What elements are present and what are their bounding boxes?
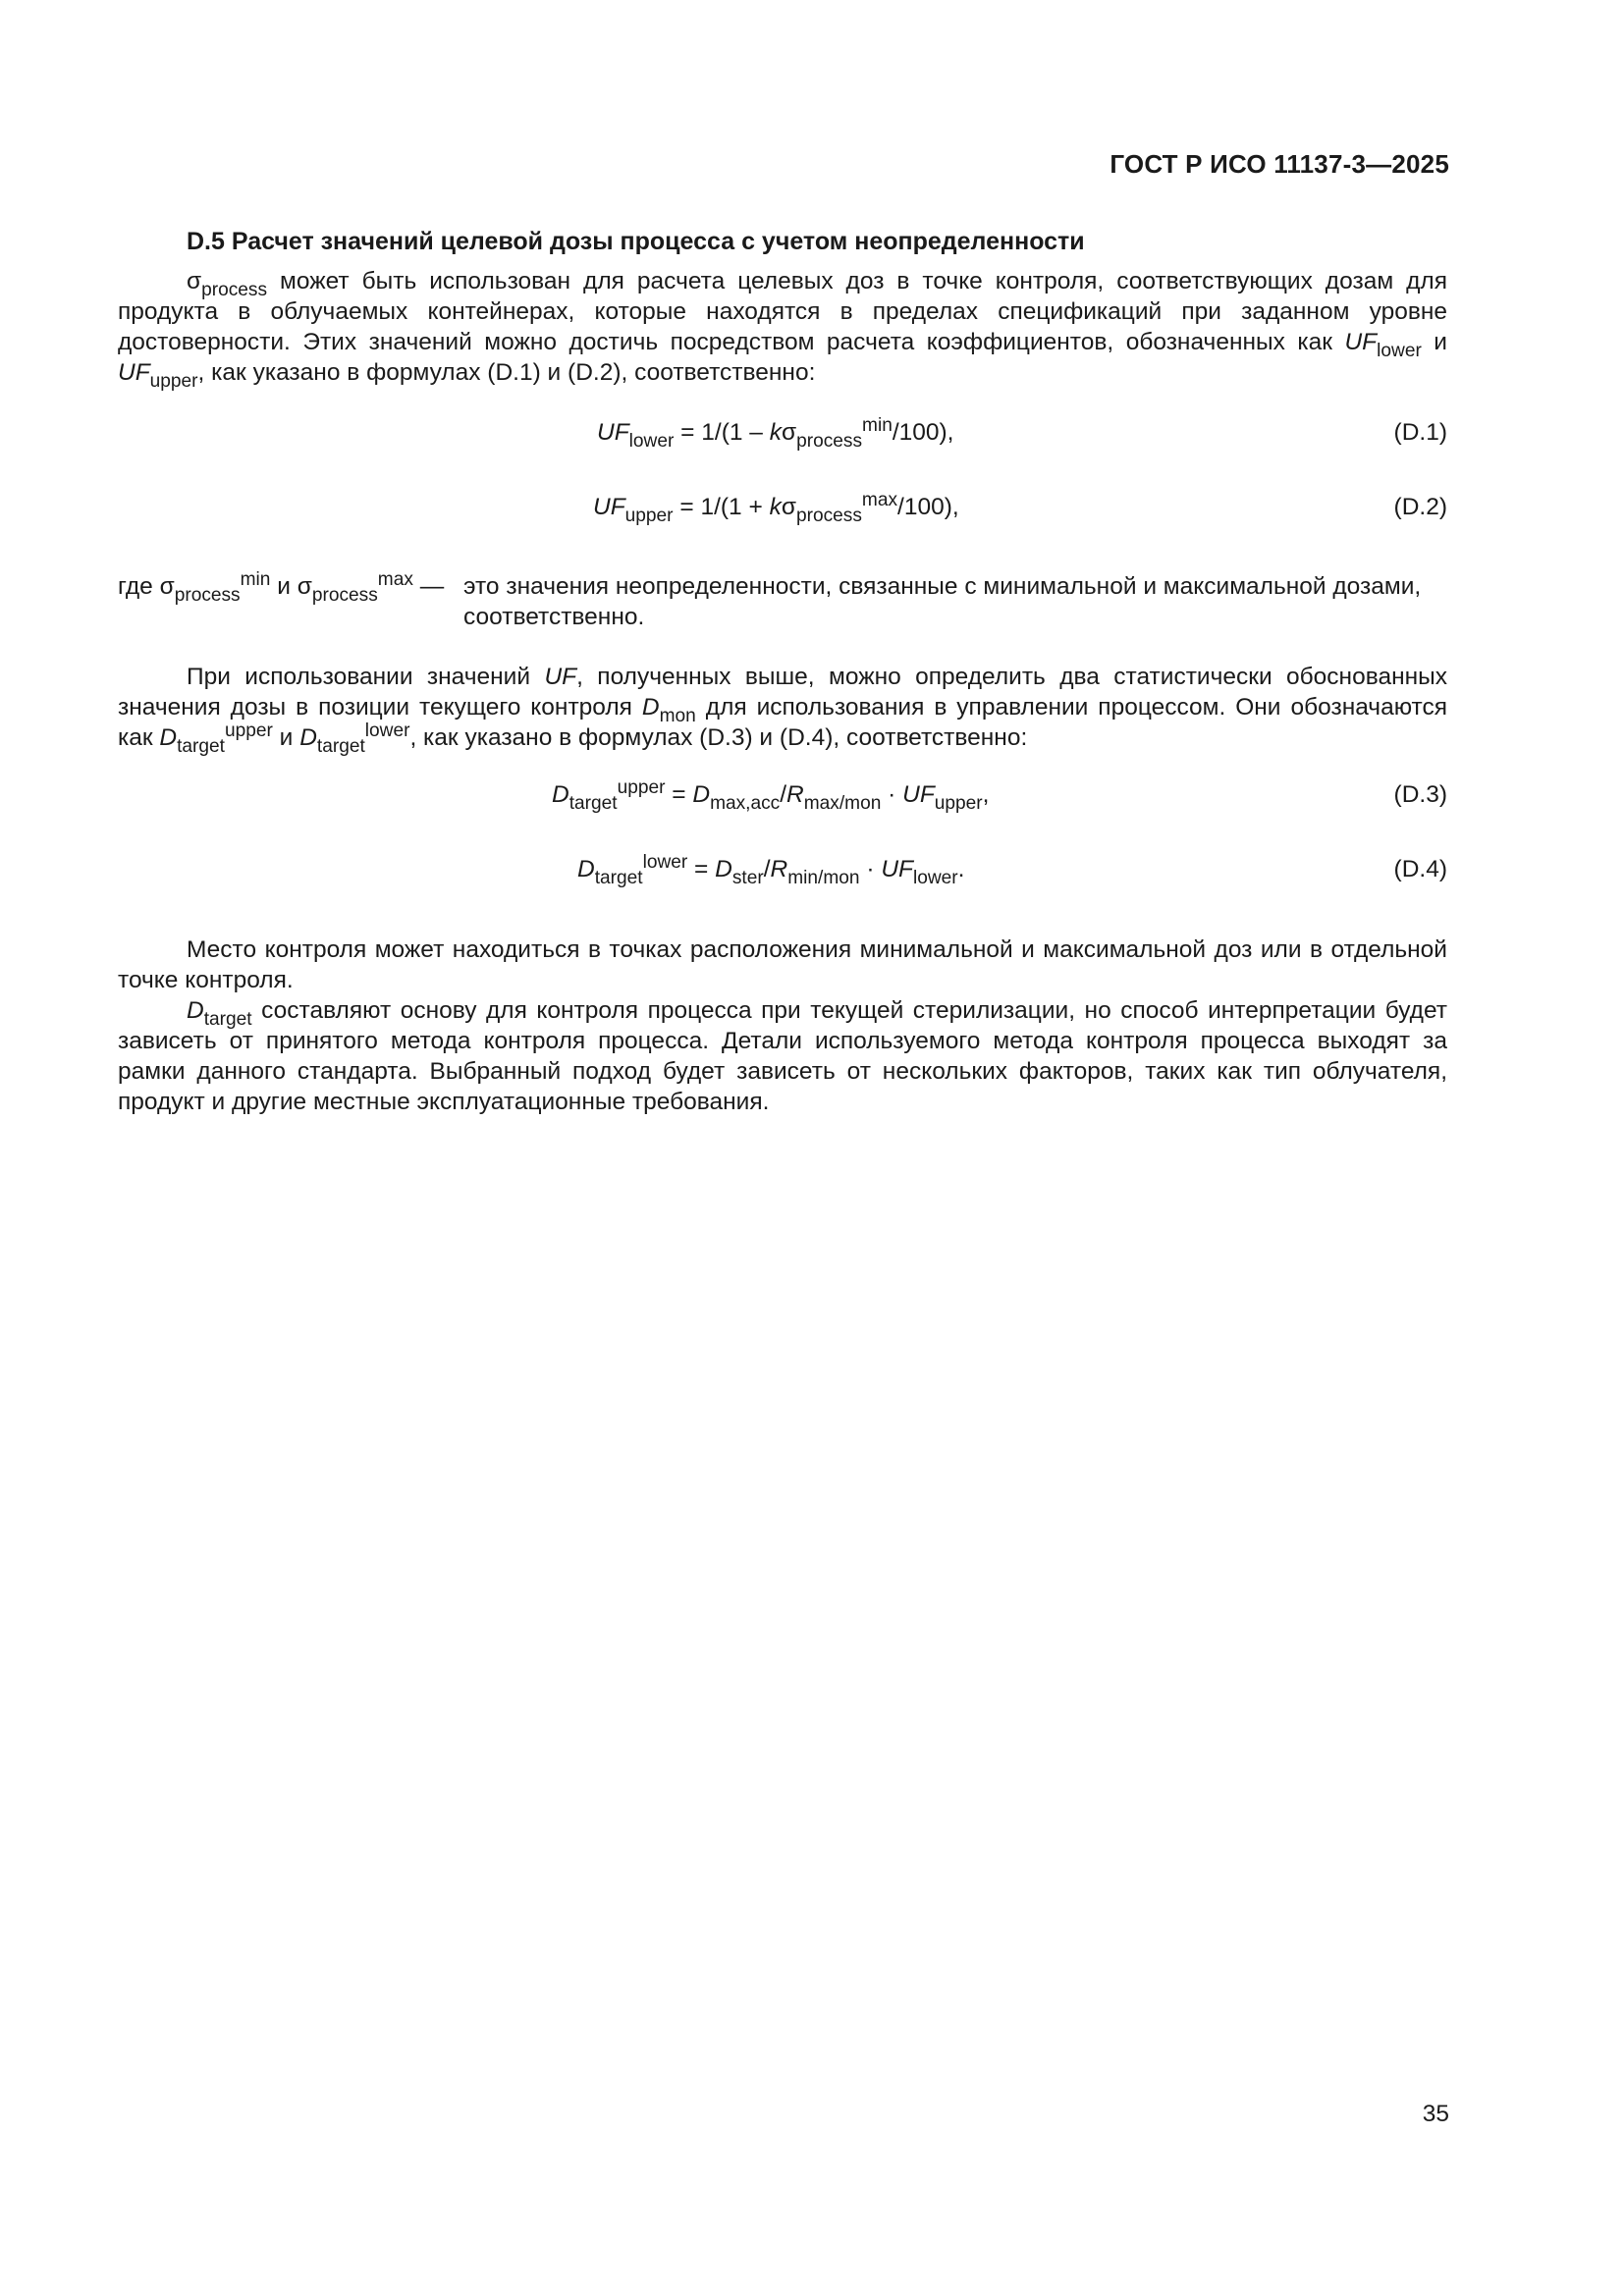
paragraph-sigma-process: $\sigma_{process}$ может быть использован для расчета целевых доз в точке контроля, соответствующих дозам для продукта в облучаемых контейнерах, которые находятся в пределах спецификаций при заданном уровне достоверности. Этих значений можно достичь посредством расчета коэффициентов, обозначенных как $UF_{lower}$ и $UF_{upper}$, как указано в формулах (D.1) и (D.2), соответственно: <box>118 268 1447 393</box>
formula-number-d2: (D.2) <box>1393 494 1447 520</box>
formula-number-d4: (D.4) <box>1393 856 1447 882</box>
formula-d1: $UF_{lower} = 1/(1 - k\sigma_{process}^{min}/100)$, (D.1) <box>597 415 1447 453</box>
paragraph-d-target: $D_{target}$ составляют основу для контроля процесса при текущей стерилизации, но способ интерпретации будет зависеть от принятого метода контроля процесса. Детали используемого метода контроля процесса выходят за рамки данного стандарта. Выбранный подход будет зависеть от нескольких факторов, таких как тип облучателя, продукт и другие местные эксплуатационные требования. <box>118 997 1447 1115</box>
formula-d3: $D_{target}^{upper} = D_{max,acc}/R_{max/mon} \cdot UF_{upper}$, (D.3) <box>552 777 1447 815</box>
document-header: ГОСТ Р ИСО 11137-3—2025 <box>1110 149 1449 179</box>
paragraph-control-location: Место контроля может находиться в точках расположения минимальной и максимальной доз или в отдельной точке контроля. <box>118 936 1447 993</box>
formula-number-d3: (D.3) <box>1393 781 1447 808</box>
formula-number-d1: (D.1) <box>1393 419 1447 446</box>
formula-d2: $UF_{upper} = 1/(1 + k\sigma_{process}^{max}/100)$, (D.2) <box>593 490 1447 527</box>
paragraph-uf-values: При использовании значений UF, полученных выше, можно определить два статистически обоснованных значения дозы в позиции текущего контроля $D_{mon}$ для использования в управлении процессом. Они обозначаются как $D_{target}^{upper}$ и $D_{target}^{lower}$, как указано в формулах (D.3) и (D.4), соответственно: <box>118 664 1448 758</box>
section-title: D.5 Расчет значений целевой дозы процесса с учетом неопределенности <box>187 228 1085 255</box>
page-number: 35 <box>1422 2101 1449 2127</box>
formula-d4: $D_{target}^{lower} = D_{ster}/R_{min/mon} \cdot UF_{lower}$. (D.4) <box>577 852 1447 889</box>
document-page: ГОСТ Р ИСО 11137-3—2025 D.5 Расчет значений целевой дозы процесса с учетом неопределенности $\sigma_{process}$ может быть использован для расчета целевых доз в точке контроля, соответствующих дозам для продукта в облучаемых контейнерах, которые находятся в пределах спецификаций при заданном уровне достоверности. Этих значений можно достичь посредством расчета коэффициентов, обозначенных как $UF_{lower}$ и $UF_{upper}$, как указано в формулах (D.1) и (D.2), соответственно: $UF_{lower} = 1/(1 - k\sigma_{process}^{min}/100)$, (D.1) $UF_{upper} = 1/(1 + k\sigma_{process}^{max}/100)$, (D.2) где $\sigma_{process}^{min}$ и $\sigma_{process}^{max}$ — это значения неопределенности, связанные с минимальной и максимальной дозами, соответственно. При использовании значений UF, полученных выше, можно определить два статистически обоснованных значения дозы в позиции текущего контроля $D_{mon}$ для использования в управлении процессом. Они обозначаются как $D_{target}^{upper}$ и $D_{target}^{lower}$, как указано в формулах (D.3) и (D.4), соответственно: $D_{target}^{upper} = D_{max,acc}/R_{max/mon} \cdot UF_{upper}$, (D.3) $D_{target}^{lower} = D_{ster}/R_{min/mon} \cdot UF_{lower}$. (D.4) Место контроля может находиться в точках расположения минимальной и максимальной доз или в отдельной точке контроля. $D_{target}$ составляют основу для контроля процесса при текущей стерилизации, но способ интерпретации будет зависеть от принятого метода контроля процесса. Детали используемого метода контроля процесса выходят за рамки данного стандарта. Выбранный подход будет зависеть от нескольких факторов, таких как тип облучателя, продукт и другие местные эксплуатационные требования. 35 <box>118 149 1449 2127</box>
